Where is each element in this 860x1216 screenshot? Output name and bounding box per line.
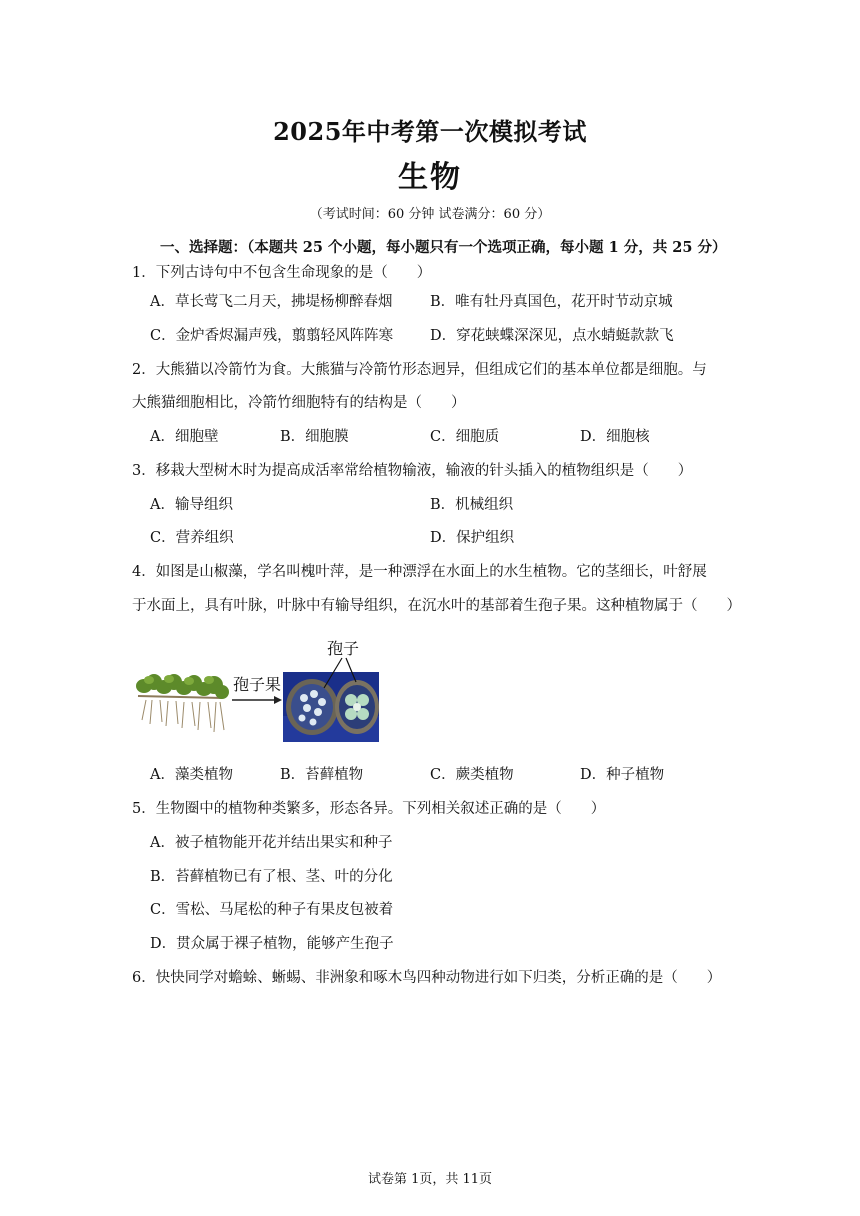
question-4-stem-line-1: 4．如图是山椒藻，学名叫槐叶萍，是一种漂浮在水面上的水生植物。它的茎细长，叶舒展 — [132, 564, 707, 580]
question-5-option-b: B．苔藓植物已有了根、茎、叶的分化 — [150, 869, 393, 885]
question-2-option-a: A．细胞壁 — [150, 429, 219, 445]
question-3-option-c: C．营养组织 — [150, 530, 234, 546]
exam-info: （考试时间：60 分钟 试卷满分：60 分） — [309, 207, 551, 222]
section-title: 一、选择题：（本题共 25 个小题，每小题只有一个选项正确，每小题 1 分，共 25 分） — [160, 239, 727, 256]
exam-title: 2025年中考第一次模拟考试 — [273, 117, 587, 146]
question-3-option-b: B．机械组织 — [430, 497, 514, 513]
question-1-option-c: C．金炉香烬漏声残，翦翦轻风阵阵寒 — [150, 328, 394, 344]
subject-title: 生物 — [398, 160, 462, 195]
question-2-option-d: D．细胞核 — [580, 429, 650, 445]
sporocarp-micrograph — [283, 672, 379, 742]
figure-label-spore-fruit: 孢子果 — [233, 675, 282, 694]
question-2-stem-line-1: 2．大熊猫以冷箭竹为食。大熊猫与冷箭竹形态迥异，但组成它们的基本单位都是细胞。与 — [132, 362, 707, 378]
question-1-option-b: B．唯有牡丹真国色，花开时节动京城 — [430, 294, 673, 310]
question-1-option-d: D．穿花蛱蝶深深见，点水蜻蜓款款飞 — [430, 328, 674, 344]
salvinia-plant-image — [136, 674, 229, 732]
question-3-option-d: D．保护组织 — [430, 530, 515, 546]
question-4-option-c: C．蕨类植物 — [430, 767, 514, 783]
question-2-option-c: C．细胞质 — [430, 429, 500, 445]
arrow-icon — [232, 696, 282, 704]
question-4-option-d: D．种子植物 — [580, 767, 665, 783]
question-3-stem: 3．移栽大型树木时为提高成活率常给植物输液，输液的针头插入的植物组织是（ ） — [132, 463, 693, 479]
question-2-option-b: B．细胞膜 — [280, 429, 349, 445]
question-4-option-a: A．藻类植物 — [150, 767, 233, 783]
question-6-stem: 6．快快同学对蟾蜍、蜥蜴、非洲象和啄木鸟四种动物进行如下归类，分析正确的是（ ） — [132, 970, 722, 986]
question-4-option-b: B．苔藓植物 — [280, 767, 364, 783]
question-1-stem: 1．下列古诗句中不包含生命现象的是（ ） — [132, 265, 432, 281]
question-5-option-a: A．被子植物能开花并结出果实和种子 — [150, 835, 393, 851]
question-5-stem: 5．生物圈中的植物种类繁多，形态各异。下列相关叙述正确的是（ ） — [132, 801, 606, 817]
question-4-stem-line-2: 于水面上，具有叶脉，叶脉中有输导组织，在沉水叶的基部着生孢子果。这种植物属于（ ） — [132, 598, 741, 614]
question-1-option-a: A．草长莺飞二月天，拂堤杨柳醉春烟 — [150, 294, 393, 310]
question-3-option-a: A．输导组织 — [150, 497, 233, 513]
page-footer: 试卷第 1页，共 11页 — [367, 1172, 493, 1187]
question-2-stem-line-2: 大熊猫细胞相比，冷箭竹细胞特有的结构是（ ） — [132, 395, 466, 411]
question-5-option-c: C．雪松、马尾松的种子有果皮包被着 — [150, 902, 394, 918]
figure-label-spore: 孢子 — [327, 639, 360, 658]
question-5-option-d: D．贯众属于裸子植物，能够产生孢子 — [150, 936, 394, 952]
